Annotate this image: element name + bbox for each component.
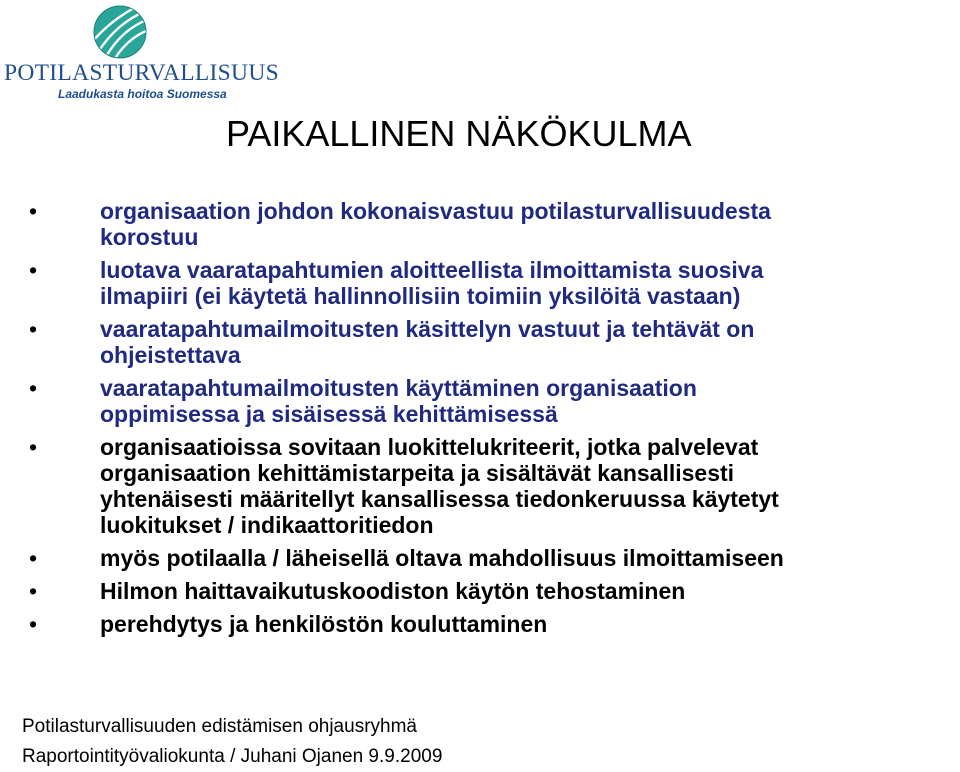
bullet-item (0, 611, 960, 637)
globe-icon (92, 4, 148, 60)
bullet-text-line: vaaratapahtumailmoitusten käyttäminen organisaation (100, 375, 697, 401)
logo (0, 0, 279, 101)
bullet-dot-icon: • (29, 375, 38, 401)
bullet-dot-icon: • (29, 316, 38, 342)
bullet-text-line: vaaratapahtumailmoitusten käsittelyn vastuut ja tehtävät on (100, 316, 755, 342)
footer-line-2: Raportointityövaliokunta / Juhani Ojanen 9.9.2009 (22, 746, 443, 767)
bullet-dot-icon: • (29, 545, 38, 571)
bullet-dot-icon: • (29, 434, 38, 460)
page-title: PAIKALLINEN NÄKÖKULMA (226, 113, 692, 154)
bullet-text-line: yhtenäisesti määritellyt kansallisessa tiedonkeruussa käytetyt (100, 486, 779, 512)
bullet-text-line: myös potilaalla / läheisellä oltava mahdollisuus ilmoittamiseen (100, 545, 784, 571)
bullet-text-line: organisaatioissa sovitaan luokittelukriteerit, jotka palvelevat (100, 434, 759, 460)
bullet-item (0, 316, 960, 368)
bullet-item (0, 257, 960, 309)
bullet-item (0, 434, 960, 538)
bullet-text-line: Hilmon haittavaikutuskoodiston käytön tehostaminen (100, 578, 686, 604)
logo-tagline: Laadukasta hoitoa Suomessa (58, 87, 227, 101)
bullet-text-line: organisaation johdon kokonaisvastuu potilasturvallisuudesta (100, 198, 771, 224)
bullet-item (0, 375, 960, 427)
bullet-text-line: organisaation kehittämistarpeita ja sisältävät kansallisesti (100, 460, 735, 486)
bullet-text-line: ilmapiiri (ei käytetä hallinnollisiin toimiin yksilöitä vastaan) (100, 283, 741, 309)
bullet-item (0, 545, 960, 571)
bullet-item (0, 198, 960, 250)
bullet-dot-icon: • (29, 257, 38, 283)
bullet-text-line: perehdytys ja henkilöstön kouluttaminen (100, 611, 548, 637)
footer-line-1: Potilasturvallisuuden edistämisen ohjausryhmä (22, 716, 417, 737)
logo-wordmark: POTILASTURVALLISUUS (4, 60, 279, 86)
bullet-text-line: korostuu (100, 224, 199, 250)
footer (22, 712, 442, 772)
bullet-dot-icon: • (29, 611, 38, 637)
bullet-text-line: luokitukset / indikaattoritiedon (100, 512, 434, 538)
bullet-item (0, 578, 960, 604)
bullet-dot-icon: • (29, 198, 38, 224)
bullet-text-line: ohjeistettava (100, 342, 241, 368)
bullet-dot-icon: • (29, 578, 38, 604)
bullet-text-line: luotava vaaratapahtumien aloitteellista ilmoittamista suosiva (100, 257, 764, 283)
bullet-list (0, 198, 960, 644)
bullet-text-line: oppimisessa ja sisäisessä kehittämisessä (100, 401, 558, 427)
